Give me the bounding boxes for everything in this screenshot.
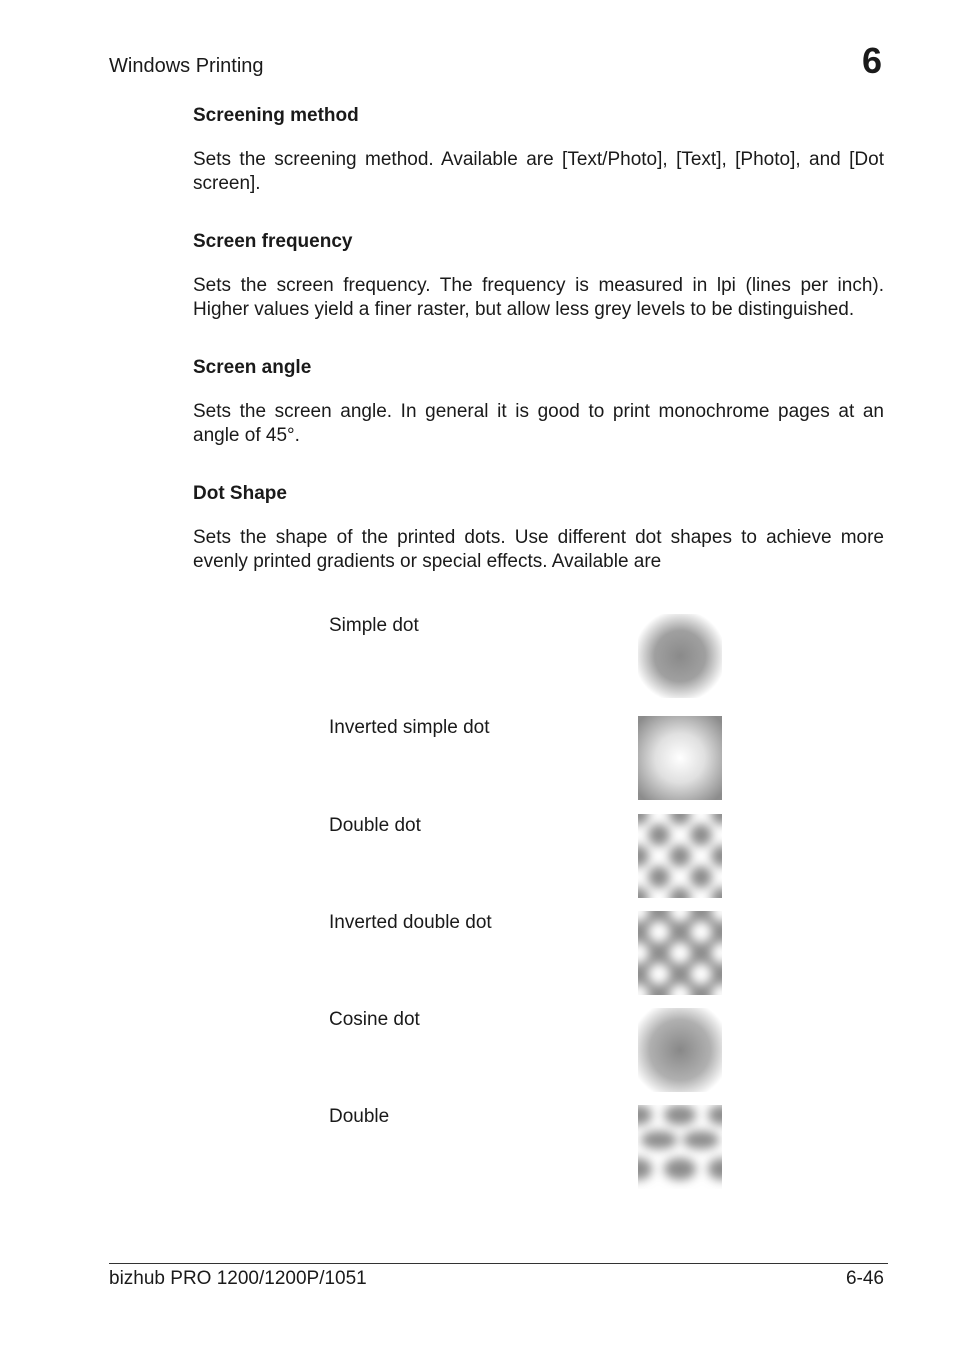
section-body: Sets the screen frequency. The frequency is measured in lpi (lines per inch). Higher values yield a finer raster, but allow less grey levels to be distinguished.: [193, 275, 884, 320]
dot-shape-row: [329, 1105, 729, 1191]
dot-shape-row: [329, 911, 729, 997]
footer-product: bizhub PRO 1200/1200P/1051: [109, 1268, 367, 1289]
section-heading: Screening method: [193, 105, 359, 126]
chapter-number: 6: [862, 40, 883, 81]
section-dot-shape: [193, 482, 884, 574]
running-header-title: Windows Printing: [109, 55, 264, 77]
section-body: Sets the screen angle. In general it is good to print monochrome pages at an angle of 45°.: [193, 401, 884, 446]
footer-rule: [109, 1263, 888, 1264]
section-screen-frequency: [193, 230, 884, 322]
section-heading: Screen angle: [193, 357, 312, 378]
main-content: [193, 104, 884, 574]
section-screen-angle: [193, 356, 884, 448]
section-heading: Dot Shape: [193, 483, 287, 504]
inverted-double-dot-swatch: [638, 911, 722, 995]
dot-shape-row: [329, 614, 729, 700]
dot-shape-label: Simple dot: [329, 615, 419, 636]
section-body: Sets the shape of the printed dots. Use different dot shapes to achieve more evenly printed gradients or special effects. Available are: [193, 527, 884, 572]
dot-shape-label: Inverted simple dot: [329, 717, 490, 738]
dot-shape-row: [329, 1008, 729, 1094]
section-heading: Screen frequency: [193, 231, 353, 252]
simple-dot-swatch: [638, 614, 722, 698]
dot-shape-row: [329, 814, 729, 900]
dot-shape-label: Double dot: [329, 815, 421, 836]
dot-shape-label: Cosine dot: [329, 1009, 420, 1030]
cosine-dot-swatch: [638, 1008, 722, 1092]
section-body: Sets the screening method. Available are [Text/Photo], [Text], [Photo], and [Dot screen].: [193, 149, 884, 194]
footer-page-number: 6-46: [845, 1268, 884, 1289]
dot-shape-label: Double: [329, 1106, 390, 1127]
inverted-simple-dot-swatch: [638, 716, 722, 800]
dot-shape-row: [329, 716, 729, 802]
section-screening-method: [193, 104, 884, 196]
dot-shape-label: Inverted double dot: [329, 912, 492, 933]
double-dot-swatch: [638, 814, 722, 898]
double-swatch: [638, 1105, 722, 1189]
